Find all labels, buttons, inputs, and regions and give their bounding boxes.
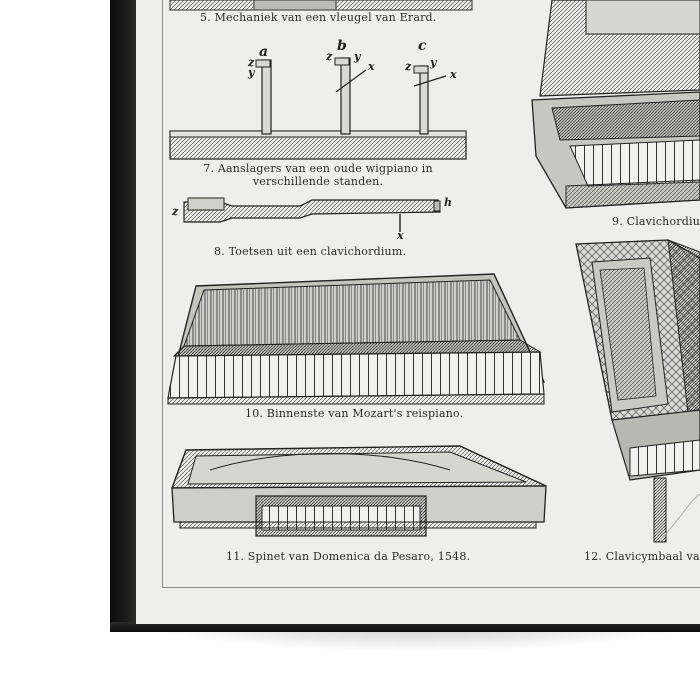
label-x-key: x <box>397 229 404 242</box>
caption-fig7-line2: verschillende standen. <box>252 175 384 188</box>
caption-fig10: 10. Binnenste van Mozart's reispiano. <box>245 407 464 420</box>
caption-fig8: 8. Toetsen uit een clavichordium. <box>214 245 407 258</box>
label-c: c <box>418 38 427 54</box>
label-y-3: y <box>430 56 437 69</box>
fig5-erard-mechanism <box>170 0 472 10</box>
fig10-mozart-travel-piano <box>168 274 544 404</box>
fig11-spinet-pesaro <box>172 446 546 536</box>
caption-fig11: 11. Spinet van Domenica da Pesaro, 1548. <box>226 550 471 563</box>
caption-fig7-line1: 7. Aanslagers van een oude wigpiano in <box>203 162 433 175</box>
label-x-2: x <box>368 60 375 73</box>
label-z-2: z <box>326 50 333 63</box>
label-h-key: h <box>444 196 452 209</box>
caption-fig9: 9. Clavichordiu <box>612 215 700 228</box>
caption-fig5: 5. Mechaniek van een vleugel van Erard. <box>200 11 437 24</box>
label-y-2: y <box>354 50 361 63</box>
label-z-1: z <box>248 56 255 69</box>
label-b: b <box>337 38 347 54</box>
fig8-clavichord-key <box>184 198 440 232</box>
fig7-wedge-piano-hammers <box>170 58 466 159</box>
label-a: a <box>259 44 269 60</box>
label-y-1: y <box>248 66 255 79</box>
label-z-3: z <box>405 60 412 73</box>
fig9-clavichord <box>532 0 700 208</box>
label-z-key: z <box>172 205 179 218</box>
caption-fig12: 12. Clavicymbaal va <box>584 550 700 563</box>
fig12-clavicymbal <box>576 240 700 542</box>
label-x-3: x <box>450 68 457 81</box>
